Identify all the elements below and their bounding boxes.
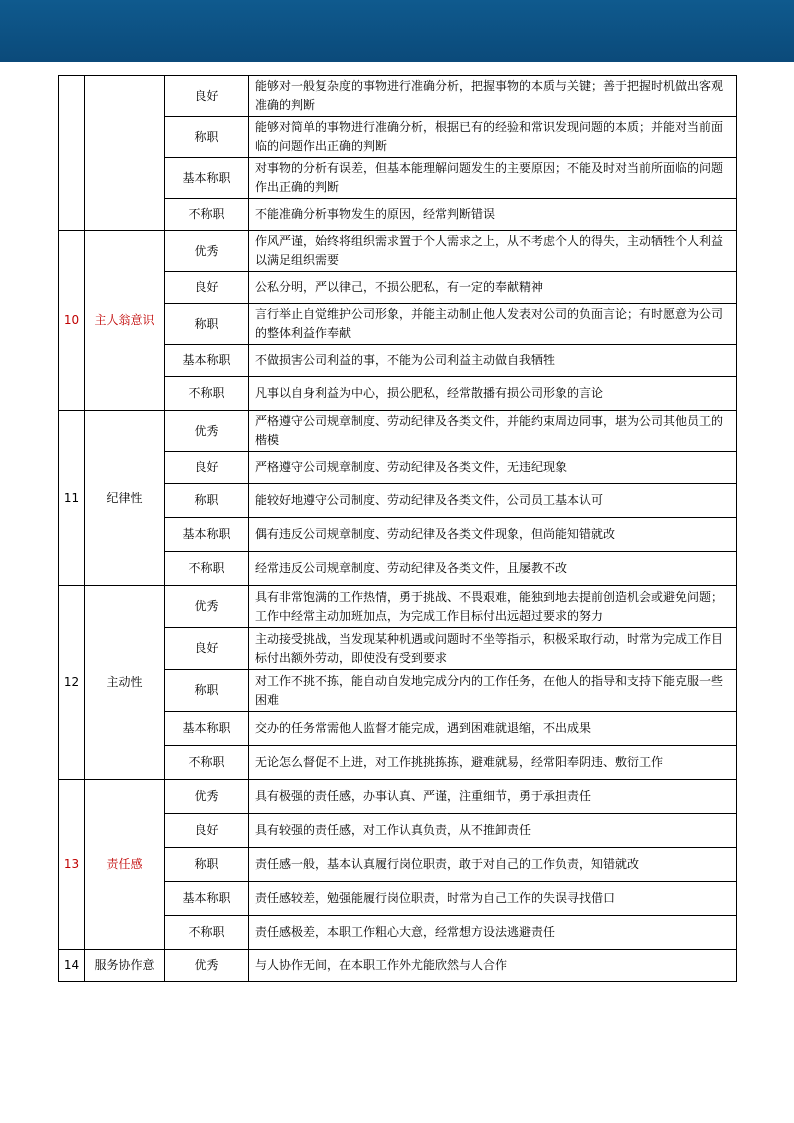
evaluation-table-body <box>59 76 737 982</box>
grade-description: 能够对一般复杂度的事物进行准确分析，把握事物的本质与关键；善于把握时机做出客观准确的判断 <box>249 76 737 117</box>
grade-level: 不称职 <box>165 746 249 780</box>
grade-description: 严格遵守公司规章制度、劳动纪律及各类文件，无违纪现象 <box>249 452 737 484</box>
grade-description: 偶有违反公司规章制度、劳动纪律及各类文件现象，但尚能知错就改 <box>249 518 737 552</box>
grade-description: 交办的任务常需他人监督才能完成，遇到困难就退缩，不出成果 <box>249 712 737 746</box>
item-number: 10 <box>59 231 85 411</box>
item-number: 14 <box>59 950 85 982</box>
grade-level: 称职 <box>165 304 249 345</box>
grade-description: 责任感较差，勉强能履行岗位职责，时常为自己工作的失误寻找借口 <box>249 882 737 916</box>
grade-description: 公私分明，严以律己，不损公肥私，有一定的奉献精神 <box>249 272 737 304</box>
grade-description: 经常违反公司规章制度、劳动纪律及各类文件，且屡教不改 <box>249 552 737 586</box>
grade-description: 无论怎么督促不上进，对工作挑挑拣拣，避难就易，经常阳奉阴违、敷衍工作 <box>249 746 737 780</box>
table-row <box>59 231 737 272</box>
grade-level: 不称职 <box>165 552 249 586</box>
grade-level: 优秀 <box>165 586 249 628</box>
grade-description: 严格遵守公司规章制度、劳动纪律及各类文件，并能约束周边同事，堪为公司其他员工的楷模 <box>249 411 737 452</box>
grade-description: 具有较强的责任感，对工作认真负责，从不推卸责任 <box>249 814 737 848</box>
grade-description: 不能准确分析事物发生的原因，经常判断错误 <box>249 199 737 231</box>
table-row <box>59 950 737 982</box>
item-name: 服务协作意 <box>85 950 165 982</box>
evaluation-table <box>58 75 737 982</box>
grade-level: 优秀 <box>165 231 249 272</box>
grade-level: 基本称职 <box>165 712 249 746</box>
item-number: 12 <box>59 586 85 780</box>
table-row <box>59 76 737 117</box>
grade-description: 主动接受挑战，当发现某种机遇或问题时不坐等指示，积极采取行动，时常为完成工作目标付出额外劳动，即使没有受到要求 <box>249 628 737 670</box>
grade-level: 称职 <box>165 670 249 712</box>
grade-level: 称职 <box>165 117 249 158</box>
grade-level: 基本称职 <box>165 345 249 377</box>
table-row <box>59 411 737 452</box>
grade-description: 能较好地遵守公司制度、劳动纪律及各类文件，公司员工基本认可 <box>249 484 737 518</box>
grade-description: 责任感极差，本职工作粗心大意，经常想方设法逃避责任 <box>249 916 737 950</box>
item-number: 13 <box>59 780 85 950</box>
grade-description: 作风严谨，始终将组织需求置于个人需求之上，从不考虑个人的得失，主动牺牲个人利益以满足组织需要 <box>249 231 737 272</box>
grade-description: 对事物的分析有误差，但基本能理解问题发生的主要原因；不能及时对当前所面临的问题作出正确的判断 <box>249 158 737 199</box>
grade-level: 基本称职 <box>165 518 249 552</box>
grade-description: 责任感一般，基本认真履行岗位职责，敢于对自己的工作负责，知错就改 <box>249 848 737 882</box>
table-row <box>59 780 737 814</box>
grade-level: 不称职 <box>165 199 249 231</box>
grade-level: 良好 <box>165 76 249 117</box>
item-name: 纪律性 <box>85 411 165 586</box>
item-name: 责任感 <box>85 780 165 950</box>
item-name: 主动性 <box>85 586 165 780</box>
grade-level: 称职 <box>165 484 249 518</box>
grade-level: 不称职 <box>165 377 249 411</box>
grade-level: 基本称职 <box>165 882 249 916</box>
table-row <box>59 586 737 628</box>
grade-description: 言行举止自觉维护公司形象，并能主动制止他人发表对公司的负面言论；有时愿意为公司的整体利益作奉献 <box>249 304 737 345</box>
item-name <box>85 76 165 231</box>
item-number: 11 <box>59 411 85 586</box>
grade-level: 称职 <box>165 848 249 882</box>
grade-description: 凡事以自身利益为中心，损公肥私，经常散播有损公司形象的言论 <box>249 377 737 411</box>
header-band <box>0 0 794 62</box>
grade-level: 优秀 <box>165 411 249 452</box>
grade-level: 良好 <box>165 452 249 484</box>
grade-level: 基本称职 <box>165 158 249 199</box>
item-name: 主人翁意识 <box>85 231 165 411</box>
grade-level: 良好 <box>165 814 249 848</box>
grade-level: 良好 <box>165 272 249 304</box>
grade-description: 对工作不挑不拣，能自动自发地完成分内的工作任务，在他人的指导和支持下能克服一些困难 <box>249 670 737 712</box>
item-number <box>59 76 85 231</box>
grade-description: 具有极强的责任感，办事认真、严谨，注重细节，勇于承担责任 <box>249 780 737 814</box>
grade-description: 能够对简单的事物进行准确分析，根据已有的经验和常识发现问题的本质；并能对当前面临的问题作出正确的判断 <box>249 117 737 158</box>
grade-level: 良好 <box>165 628 249 670</box>
grade-description: 不做损害公司利益的事，不能为公司利益主动做自我牺牲 <box>249 345 737 377</box>
grade-level: 优秀 <box>165 780 249 814</box>
grade-description: 与人协作无间，在本职工作外尤能欣然与人合作 <box>249 950 737 982</box>
grade-description: 具有非常饱满的工作热情，勇于挑战、不畏艰难，能独到地去提前创造机会或避免问题；工作中经常主动加班加点，为完成工作目标付出远超过要求的努力 <box>249 586 737 628</box>
grade-level: 不称职 <box>165 916 249 950</box>
grade-level: 优秀 <box>165 950 249 982</box>
